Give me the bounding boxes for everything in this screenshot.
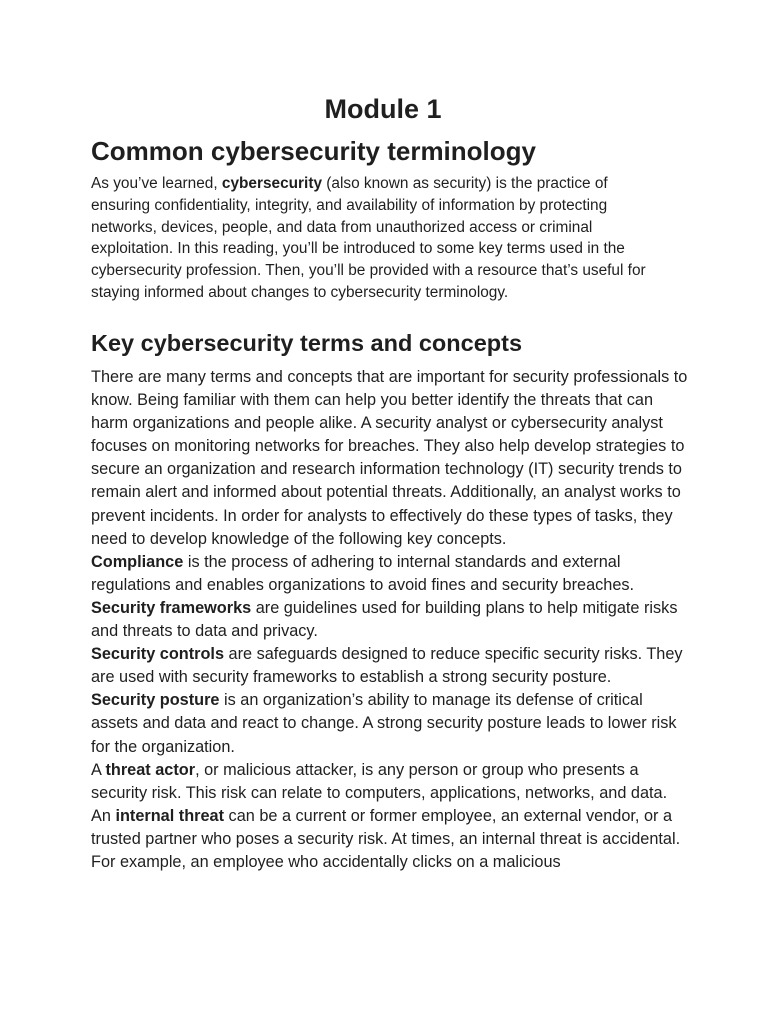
- definition-text: is the process of adhering to internal standards and external regulations and enables organizations to avoid fines and security breaches.: [91, 552, 635, 594]
- definition-compliance: [91, 551, 691, 597]
- definition-term: threat actor: [105, 760, 196, 779]
- module-title: Module 1: [324, 94, 442, 124]
- definition-text: is an organization’s ability to manage its defense of critical assets and data and react to change. A strong security posture leads to lower risk for the organization.: [91, 691, 677, 756]
- intro-term-cybersecurity: cybersecurity: [221, 175, 323, 192]
- definition-term: Security posture: [91, 691, 220, 710]
- definition-text: can be a current or former employee, an external vendor, or a trusted partner who poses a security risk. At times, an internal threat is accidental. For example, an employee who accidentally clicks on a malicious: [91, 806, 681, 871]
- definition-prefix: A: [91, 760, 106, 779]
- definition-internal-threat: [91, 805, 691, 874]
- definition-text: are safeguards designed to reduce specific security risks. They are used with security frameworks to establish a strong security posture.: [91, 645, 683, 687]
- definition-threat-actor: [91, 759, 691, 805]
- definition-text: are guidelines used for building plans to help mitigate risks and threats to data and privacy.: [91, 598, 678, 641]
- definition-security-controls: [91, 643, 691, 689]
- intro-text-after: (also known as security) is the practice of ensuring confidentiality, integrity, and availability of information by protecting networks, devices, people, and data from unauthorized access or criminal exploitation. In this reading, you’ll be introduced to some key terms used in the cybersecurity profession. Then, you’ll be provided with a resource that’s useful for staying informed about changes to cybersecurity terminology.: [91, 175, 646, 301]
- section-intro-paragraph: There are many terms and concepts that are important for security professionals to know. Being familiar with them can help you better identify the threats that can harm organizations and people alike. A security analyst or cybersecurity analyst focuses on monitoring networks for breaches. They also help develop strategies to secure an organization and research information technology (IT) security trends to remain alert and informed about potential threats. Additionally, an analyst works to prevent incidents. In order for analysts to effectively do these types of tasks, they need to develop knowledge of the following key concepts.: [91, 368, 688, 548]
- definition-security-frameworks: [91, 597, 691, 643]
- definition-term: Security frameworks: [91, 598, 252, 617]
- section-body: [91, 366, 691, 874]
- definition-term: Compliance: [91, 552, 184, 571]
- definition-text: , or malicious attacker, is any person or group who presents a security risk. This risk can relate to computers, applications, networks, and data.: [91, 760, 668, 802]
- definition-prefix: An: [91, 806, 116, 825]
- definition-security-posture: [91, 689, 691, 758]
- document-title: Common cybersecurity terminology: [91, 136, 536, 166]
- definition-term: Security controls: [91, 645, 225, 664]
- intro-paragraph: [91, 173, 651, 304]
- definition-term: internal threat: [115, 806, 225, 825]
- intro-text-before: As you’ve learned,: [91, 175, 222, 192]
- section-heading: Key cybersecurity terms and concepts: [91, 330, 523, 356]
